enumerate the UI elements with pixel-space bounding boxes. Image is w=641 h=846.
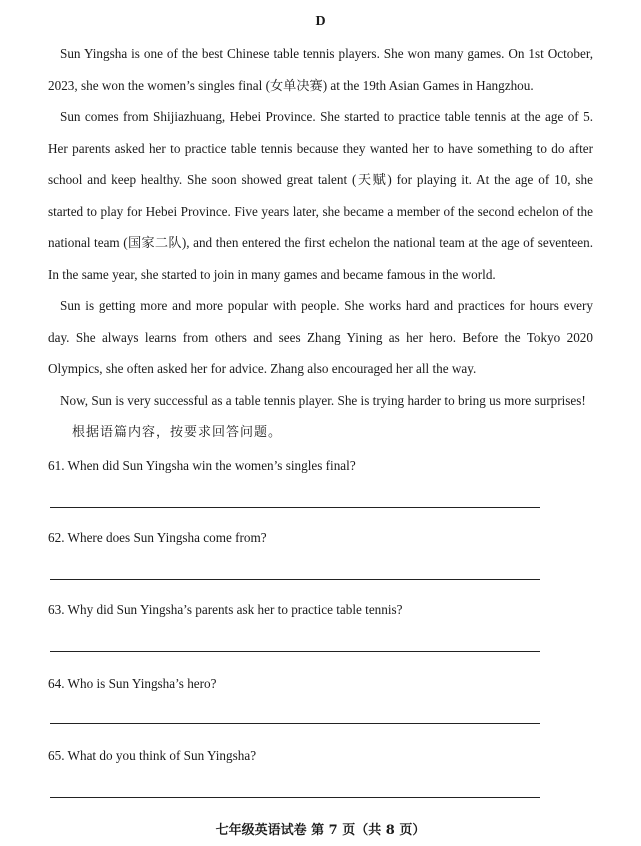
answer-line-65[interactable] <box>50 797 540 798</box>
passage-paragraph-1: Sun Yingsha is one of the best Chinese table tennis players. She won many games. On 1st October, 2023, she won the women’s singles final (女单决赛) at the 19th Asian Games in Hangzhou. <box>48 46 593 93</box>
answer-line-61[interactable] <box>50 507 540 508</box>
instruction-text: 根据语篇内容，按要求回答问题。 <box>72 425 283 440</box>
section-title: D <box>315 14 326 29</box>
question-65: 65. What do you think of Sun Yingsha? <box>48 748 257 763</box>
page-footer: 七年级英语试卷 第 7 页（共 8 页） <box>215 823 426 838</box>
answer-line-64[interactable] <box>50 723 540 724</box>
question-61: 61. When did Sun Yingsha win the women’s singles final? <box>48 458 356 473</box>
answer-line-62[interactable] <box>50 579 540 580</box>
question-62: 62. Where does Sun Yingsha come from? <box>48 530 267 545</box>
answer-line-63[interactable] <box>50 651 540 652</box>
passage-paragraph-4: Now, Sun is very successful as a table tennis player. She is trying harder to bring us more surprises! <box>60 393 586 408</box>
passage-paragraph-2: Sun comes from Shijiazhuang, Hebei Province. She started to practice table tennis at the age of 5. Her parents asked her to practice table tennis because they wanted her to have something to do after school and keep healthy. She soon showed great talent (天赋) for playing it. At the age of 10, she started to play for Hebei Province. Five years later, she became a member of the second echelon of the national team (国家二队), and then entered the first echelon the national team at the age of seventeen. In the same year, she started to join in many games and became famous in the world. <box>48 109 593 282</box>
question-64: 64. Who is Sun Yingsha’s hero? <box>48 676 217 691</box>
passage-paragraph-3: Sun is getting more and more popular with people. She works hard and practices for hours every day. She always learns from others and sees Zhang Yining as her hero. Before the Tokyo 2020 Olympics, she often asked her for advice. Zhang also encouraged her all the way. <box>48 298 593 376</box>
question-63: 63. Why did Sun Yingsha’s parents ask her to practice table tennis? <box>48 602 403 617</box>
